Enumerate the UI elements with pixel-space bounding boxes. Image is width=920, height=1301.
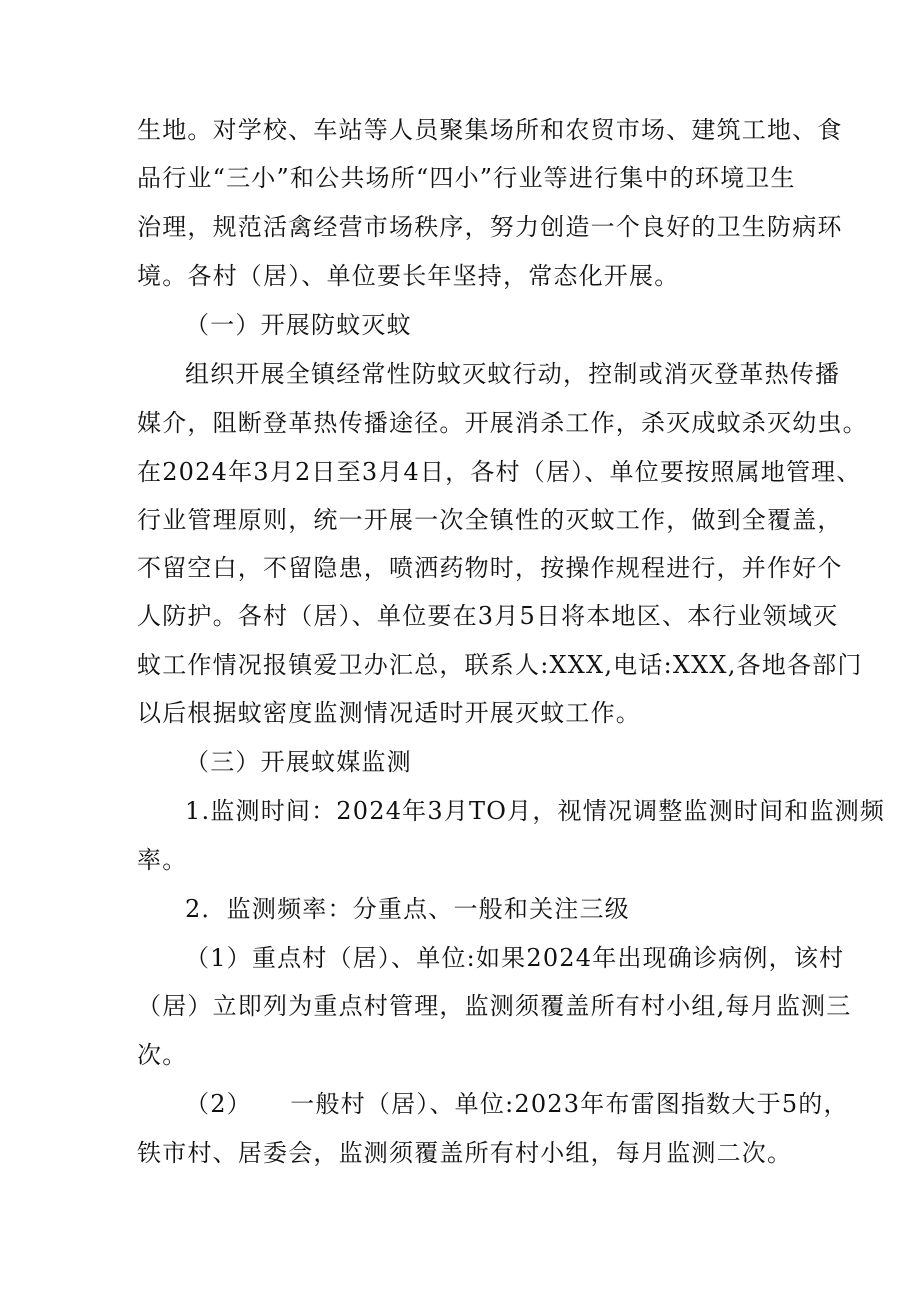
body-text-line: 治理，规范活禽经营市场秩序，努力创造一个良好的卫生防病环 bbox=[137, 213, 843, 241]
section-heading: （一）开展防蚊灭蚊 bbox=[185, 311, 412, 339]
body-text-line: 媒介，阻断登革热传播途径。开展消杀工作，杀灭成蚊杀灭幼虫。 bbox=[137, 409, 868, 437]
body-text-line: 行业管理原则，统一开展一次全镇性的灭蚊工作，做到全覆盖， bbox=[137, 506, 843, 534]
body-text-line: （居）立即列为重点村管理，监测须覆盖所有村小组,每月监测三 bbox=[137, 992, 852, 1020]
body-text-line: 在2024年3月2日至3月4日，各村（居）、单位要按照属地管理、 bbox=[137, 458, 862, 486]
body-text-line: 组织开展全镇经常性防蚊灭蚊行动，控制或消灭登革热传播 bbox=[185, 360, 841, 388]
body-text-line: （1）重点村（居）、单位:如果2024年出现确诊病例，该村 bbox=[185, 944, 845, 972]
body-text-line: 生地。对学校、车站等人员聚集场所和农贸市场、建筑工地、食 bbox=[137, 116, 843, 144]
body-text-line: （2） 一般村（居）、单位:2023年布雷图指数大于5的， bbox=[185, 1090, 849, 1118]
body-text-line: 次。 bbox=[137, 1041, 188, 1069]
body-text-line: 品行业“三小”和公共场所“四小”行业等进行集中的环境卫生 bbox=[137, 164, 796, 192]
body-text-line: 人防护。各村（居）、单位要在3月5日将本地区、本行业领域灭 bbox=[137, 602, 839, 630]
body-text-line: 境。各村（居）、单位要长年坚持，常态化开展。 bbox=[137, 262, 680, 290]
body-text-line: 2．监测频率：分重点、一般和关注三级 bbox=[185, 895, 630, 923]
section-heading: （三）开展蚊媒监测 bbox=[185, 748, 412, 776]
body-text-line: 铁市村、居委会，监测须覆盖所有村小组，每月监测二次。 bbox=[137, 1139, 793, 1167]
body-text-line: 以后根据蚊密度监测情况适时开展灭蚊工作。 bbox=[137, 699, 641, 727]
body-text-line: 蚊工作情况报镇爱卫办汇总，联系人:XXX,电话:XXX,各地各部门 bbox=[137, 651, 863, 679]
body-text-line: 不留空白，不留隐患，喷洒药物时，按操作规程进行，并作好个 bbox=[137, 554, 843, 582]
body-text-line: 1.监测时间：2024年3月TO月，视情况调整监测时间和监测频 bbox=[185, 797, 886, 825]
body-text-line: 率。 bbox=[137, 846, 188, 874]
